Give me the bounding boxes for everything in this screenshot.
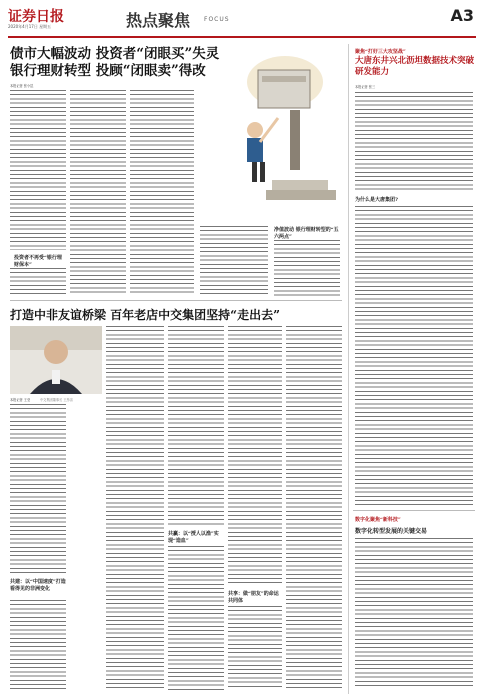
second-byline: 本报记者 王莹 [10,398,31,402]
lead-column-1b [10,268,66,296]
right-divider [353,510,475,511]
lead-headline-line1: 债市大幅波动 投资者“闭眼买”失灵 [10,46,220,62]
right-text-1 [355,92,473,192]
story-divider [10,300,342,301]
second-subhead-1: 共建：以“中国速度”打造看得见的非洲变化 [10,579,66,592]
second-headline: 打造中非友谊桥梁 百年老店中交集团坚持“走出去” [10,308,280,322]
right-subhead: 为什么是大唐集团? [355,197,398,203]
right-text-2 [355,206,473,506]
lead-subhead-1: 投资者不再受“银行理财保本” [14,255,62,268]
right-text-3 [355,538,473,688]
second-column-1b [10,600,66,690]
second-column-2 [106,326,164,690]
lead-headline-line2: 银行理财转型 投顾“闭眼卖”得改 [10,63,206,79]
lead-byline: 本报记者 张小昆 [10,84,34,88]
boy-pushing-block-icon [200,42,340,222]
lead-column-2 [70,90,126,296]
right-byline: 本报记者 张三 [355,85,376,89]
second-column-5 [286,326,342,690]
second-column-3 [168,326,224,526]
lead-column-4 [200,226,268,296]
photo-caption: 中交集团董事长 王彤宙 [40,398,73,402]
second-column-4b [228,606,282,690]
page-number: A3 [450,6,474,25]
right-subhead-2: 数字化转型发展的关键交易 [355,528,428,535]
person-portrait-icon [10,326,102,394]
section-title: 热点聚焦 [126,11,191,30]
lead-subhead-2: 净值波动 银行理财转型的“五六两点” [274,227,339,240]
masthead [8,6,476,36]
right-column [348,44,479,694]
right-kicker-2: 数字化聚焦“新科技” [355,517,401,523]
lead-column-3 [130,90,194,296]
dateline: 2020年4月17日 星期五 [8,24,52,29]
right-headline: 大唐东井兴北沥坦数据技术突破研发能力 [355,56,475,77]
second-subhead-2: 共赢：以“授人以渔”实现“造血” [168,531,219,544]
masthead-rule [8,36,476,38]
second-subhead-3: 共享：做“朋友”的命运共同体 [228,591,279,604]
lead-column-1 [10,90,66,250]
newspaper-logo: 证券日报 [8,9,64,25]
lead-column-5 [274,240,340,296]
second-column-4 [228,326,282,586]
second-column-3b [168,546,224,690]
right-kicker: 聚焦“打好三大攻坚战” [355,49,406,55]
section-english: FOCUS [204,16,230,23]
second-column-1 [10,404,66,574]
